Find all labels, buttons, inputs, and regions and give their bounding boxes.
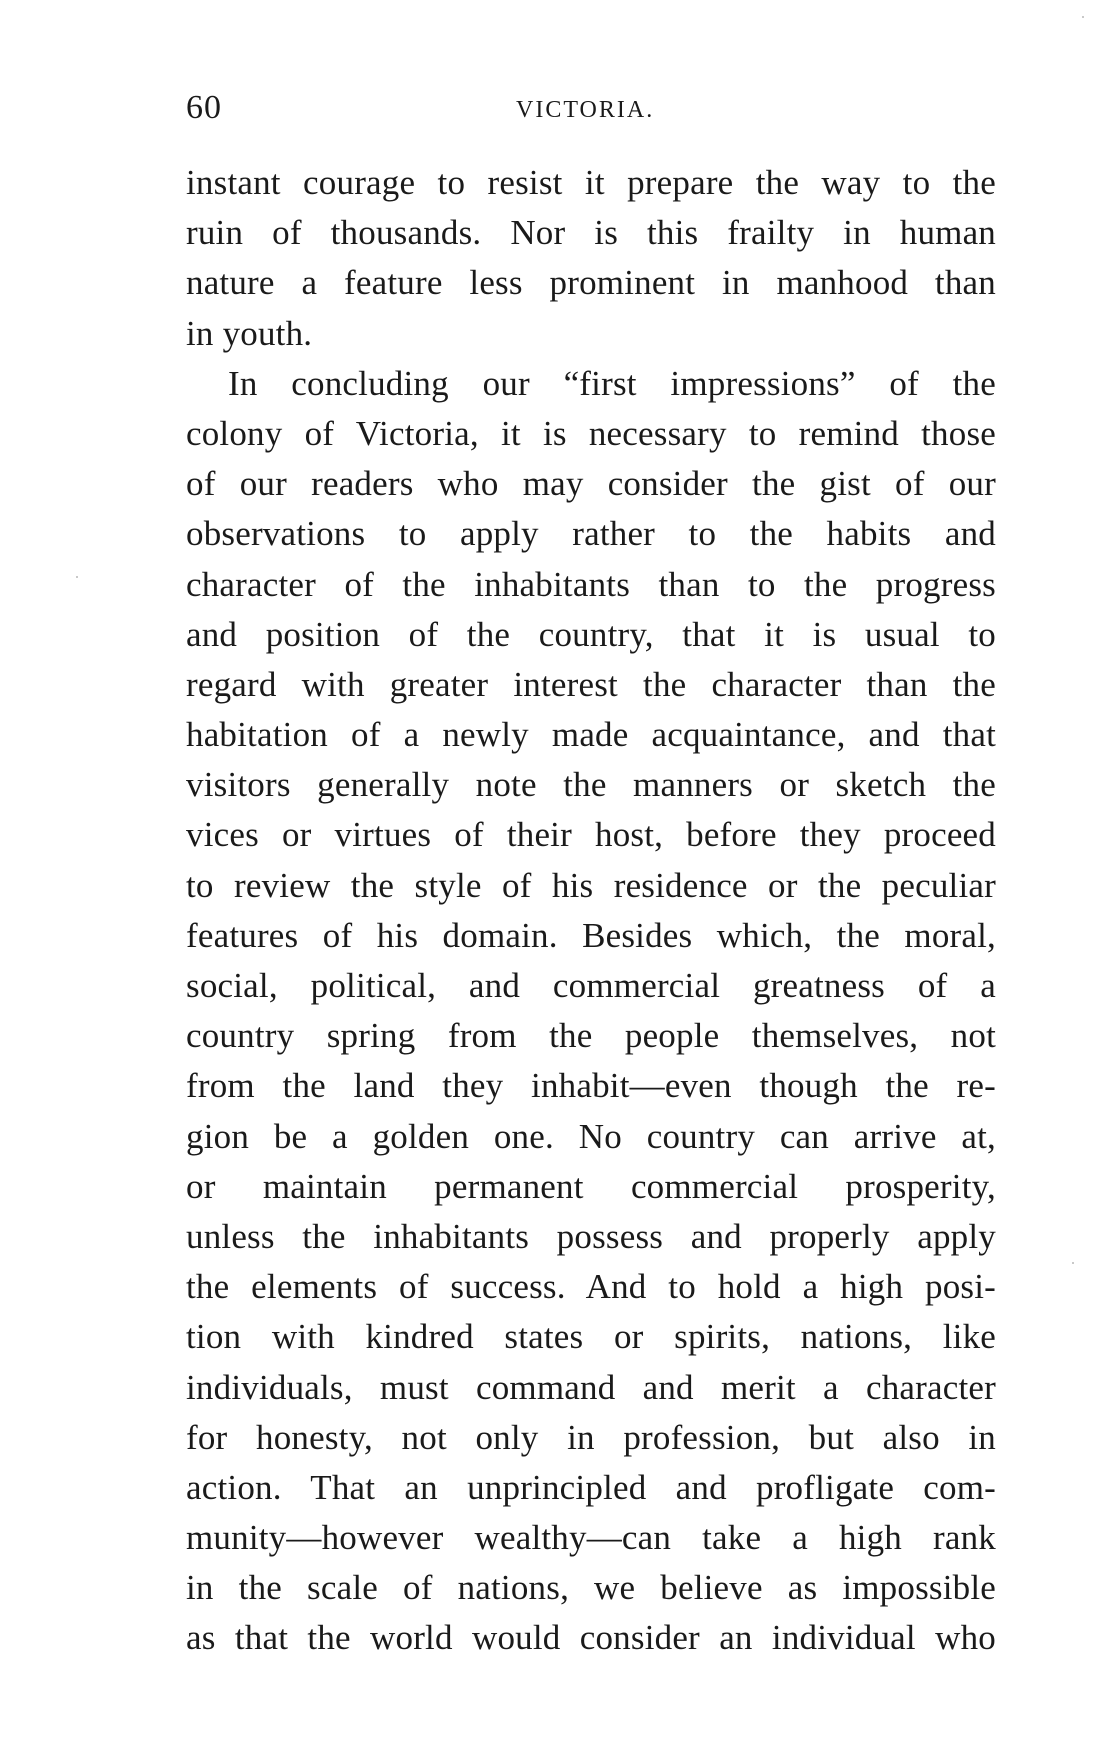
body-text <box>186 158 996 1664</box>
text-line: character of the inhabitants than to the progress <box>186 564 996 604</box>
paragraph-2 <box>186 359 996 1664</box>
text-line: as that the world would consider an individual who <box>186 1618 996 1658</box>
text-line: habitation of a newly made acquaintance, and that <box>186 715 996 755</box>
text-line: to review the style of his residence or the peculiar <box>186 865 996 905</box>
paper-speck <box>1072 1262 1074 1264</box>
text-line: munity—however wealthy—can take a high rank <box>186 1518 996 1558</box>
text-line: tion with kindred states or spirits, nations, like <box>186 1317 996 1357</box>
text-line: ruin of thousands. Nor is this frailty in human <box>186 213 996 253</box>
text-line: the elements of success. And to hold a high posi- <box>186 1267 996 1307</box>
text-line: of our readers who may consider the gist of our <box>186 464 996 504</box>
page-number: 60 <box>186 89 222 126</box>
text-line: in youth. <box>186 313 313 353</box>
text-line: colony of Victoria, it is necessary to remind those <box>186 413 996 453</box>
text-line: and position of the country, that it is usual to <box>186 614 996 654</box>
text-line: social, political, and commercial greatness of a <box>186 966 996 1005</box>
text-line: instant courage to resist it prepare the way to the <box>186 163 996 202</box>
text-line: in the scale of nations, we believe as impossible <box>186 1568 996 1608</box>
paper-speck <box>76 576 78 578</box>
text-line: for honesty, not only in profession, but also in <box>186 1417 996 1457</box>
text-line: unless the inhabitants possess and properly apply <box>186 1216 996 1256</box>
running-head: VICTORIA. <box>516 97 655 123</box>
text-line: In concluding our “first impressions” of the <box>228 363 996 403</box>
text-line: vices or virtues of their host, before they proceed <box>186 815 996 855</box>
text-line: gion be a golden one. No country can arrive at, <box>186 1116 996 1156</box>
text-line: visitors generally note the manners or sketch the <box>186 765 996 805</box>
text-line: country spring from the people themselves, not <box>186 1016 996 1056</box>
paper-speck <box>1082 16 1084 18</box>
text-line: individuals, must command and merit a character <box>186 1367 996 1407</box>
text-line: nature a feature less prominent in manhood than <box>186 263 996 303</box>
text-line: observations to apply rather to the habits and <box>186 514 996 554</box>
page-header <box>186 82 996 134</box>
text-line: regard with greater interest the character than the <box>186 664 996 704</box>
text-line: features of his domain. Besides which, the moral, <box>186 915 996 955</box>
text-line: from the land they inhabit—even though the re- <box>186 1066 996 1106</box>
text-line: or maintain permanent commercial prosperity, <box>186 1166 996 1206</box>
text-line: action. That an unprincipled and profligate com- <box>186 1467 996 1507</box>
paragraph-1 <box>186 158 996 359</box>
